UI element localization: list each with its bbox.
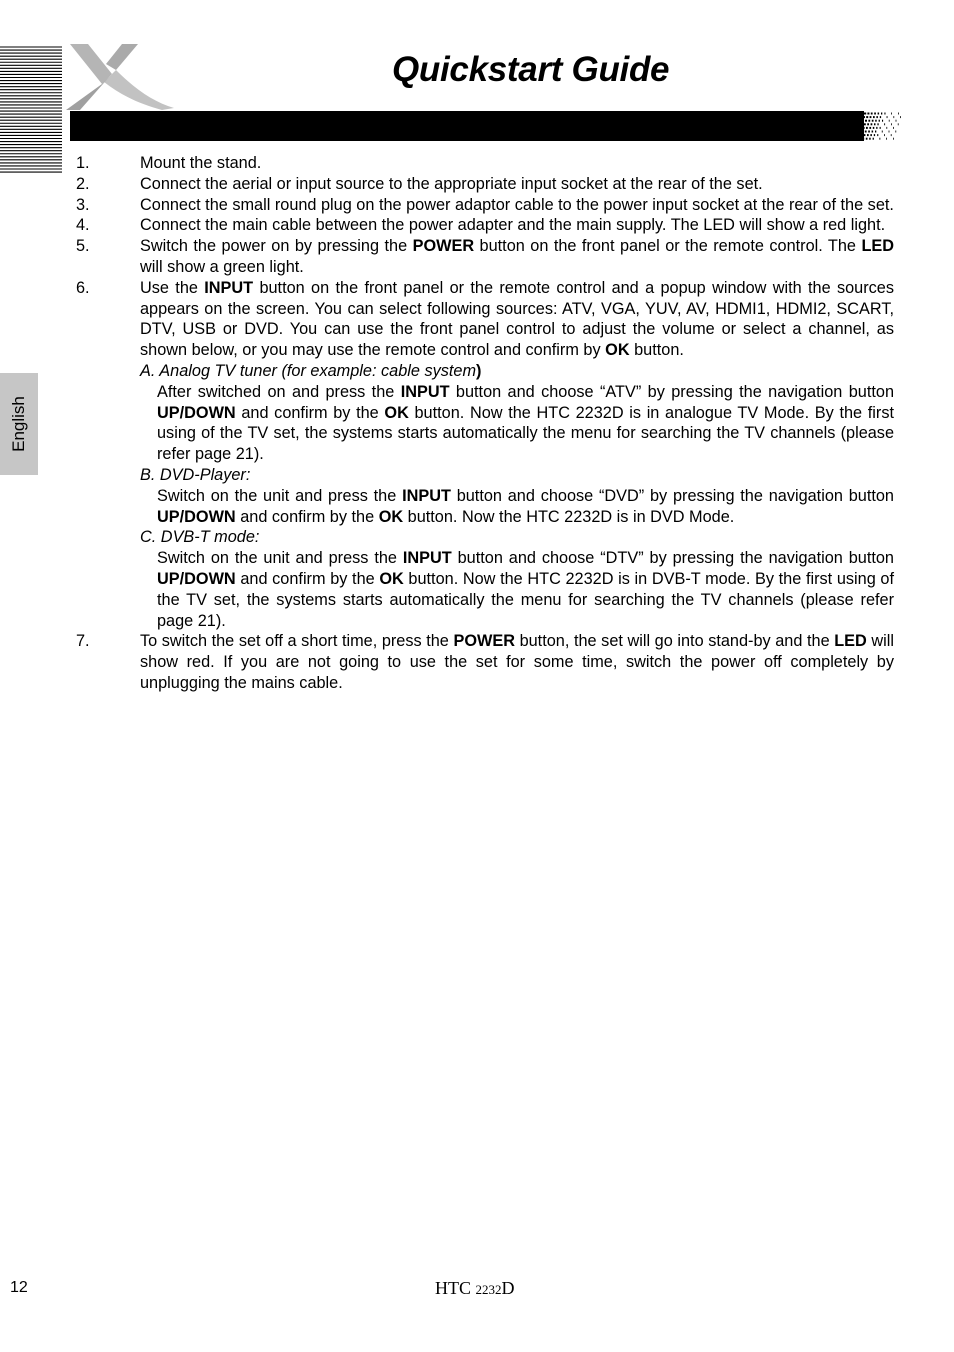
- text-run: Connect the small round plug on the power adaptor cable to the power input socket at the rear of the set.: [140, 195, 894, 214]
- bar-dot: [875, 120, 877, 122]
- page-title: Quickstart Guide: [392, 50, 670, 89]
- step-text: [140, 279, 894, 359]
- text-run: and confirm by the: [235, 403, 385, 422]
- bold-term: OK: [379, 569, 404, 588]
- step-text: [140, 196, 894, 214]
- bold-term: LED: [834, 632, 867, 651]
- source-description: [76, 548, 894, 631]
- bold-term: INPUT: [402, 549, 452, 568]
- bar-dot: [898, 123, 899, 125]
- source-description: [76, 486, 894, 528]
- text-run: button on the front panel or the remote control and a popup window with the sources appears on the screen. You can select following sources: ATV, VGA, YUV, AV, HDMI1, HDMI2, SCART, DTV, USB or DVD. You can use the front panel control to adjust the volume or select a channel, as shown below, or you may use the remote control and confirm by: [140, 278, 894, 360]
- bold-term: UP/DOWN: [157, 507, 236, 526]
- bar-dot: [882, 131, 883, 133]
- bold-term: INPUT: [204, 278, 254, 297]
- bold-term: OK: [384, 403, 409, 422]
- source-heading-text: B. DVD-Player:: [140, 465, 251, 484]
- bar-dot: [874, 113, 876, 115]
- bar-dot: [872, 131, 874, 133]
- bold-term: UP/DOWN: [157, 403, 236, 422]
- source-heading-text: C. DVB-T mode:: [140, 528, 260, 547]
- bold-term: OK: [605, 341, 630, 360]
- bar-dot: [900, 116, 901, 118]
- bar-dot: [874, 134, 875, 136]
- text-run: will show red. If you are not going to use the set for some time, switch the power off completely by unplugging the mains cable.: [140, 632, 894, 692]
- bold-term: UP/DOWN: [157, 569, 236, 588]
- bar-dot: [889, 120, 890, 122]
- text-run: Use the: [140, 278, 205, 297]
- bar-dot: [868, 131, 870, 133]
- step-item: [76, 215, 894, 236]
- edge-stripe-decoration: [0, 46, 62, 174]
- model-number: 2232: [475, 1282, 502, 1297]
- text-run: button. Now the HTC 2232D is in DVB-T mode. By the first using of the TV set, the systems starts automatically the menu for searching the TV channels (please refer page 21).: [157, 569, 894, 630]
- bar-dot: [884, 123, 885, 125]
- text-run: button. Now the HTC 2232D is in DVD Mode.: [403, 507, 735, 526]
- text-run: Connect the aerial or input source to the appropriate input socket at the rear of the set.: [140, 174, 763, 193]
- bar-dot: [893, 116, 894, 118]
- text-run: button and choose “DVD” by pressing the navigation button: [450, 486, 894, 505]
- step-item: [76, 631, 894, 693]
- bar-dot: [870, 116, 872, 118]
- bar-dot: [887, 116, 888, 118]
- bar-dot: [891, 134, 892, 136]
- text-run: After switched on and press the: [157, 382, 401, 401]
- bar-dot: [878, 113, 880, 115]
- step-item: [76, 278, 894, 361]
- text-run: button, the set will go into stand-by and the: [514, 632, 835, 651]
- text-run: button and choose “ATV” by pressing the navigation button: [449, 382, 895, 401]
- source-heading: [76, 465, 894, 486]
- footer-model-name: [435, 1278, 515, 1299]
- bar-dot: [874, 123, 876, 125]
- bar-dot: [880, 127, 881, 129]
- bar-dot: [860, 134, 862, 136]
- model-suffix: D: [501, 1278, 515, 1298]
- text-run: Switch on the unit and press the: [157, 549, 403, 568]
- step-text: [140, 237, 894, 276]
- language-label: English: [9, 396, 28, 452]
- page-number: 12: [10, 1279, 28, 1296]
- text-run: will show a green light.: [140, 257, 304, 276]
- step-item: [76, 174, 894, 195]
- bar-dot: [858, 131, 860, 133]
- bar-dot: [859, 127, 861, 129]
- bar-dot: [889, 131, 890, 133]
- bar-dot: [856, 138, 858, 140]
- bar-dot: [869, 138, 871, 140]
- bar-dot: [879, 120, 880, 122]
- bar-dot: [867, 134, 869, 136]
- bar-dot: [880, 116, 881, 118]
- source-heading: [76, 361, 894, 382]
- bar-dot: [877, 134, 878, 136]
- bar-dot: [866, 138, 868, 140]
- text-run: Mount the stand.: [140, 154, 262, 172]
- bar-dot: [896, 120, 897, 122]
- bar-dot: [863, 116, 865, 118]
- bar-dot: [868, 120, 870, 122]
- step-number: 5.: [76, 237, 90, 256]
- bar-dot: [871, 123, 873, 125]
- bar-dot: [891, 113, 892, 115]
- bar-dot: [886, 127, 887, 129]
- step-number: 1.: [76, 154, 90, 172]
- bar-dot: [870, 134, 872, 136]
- bar-dot: [861, 131, 863, 133]
- bar-dot: [864, 113, 866, 115]
- bar-dot: [884, 134, 885, 136]
- step-number: 7.: [76, 632, 90, 651]
- bar-dot: [898, 113, 899, 115]
- instruction-list: [76, 153, 894, 694]
- text-run: button and choose “DTV” by pressing the navigation button: [451, 549, 894, 568]
- bar-dot: [884, 113, 885, 115]
- step-item: [76, 195, 894, 216]
- bar-dot: [869, 127, 871, 129]
- bar-dot: [860, 123, 862, 125]
- text-run: and confirm by the: [235, 569, 380, 588]
- bar-dot: [879, 138, 880, 140]
- bar-dot: [875, 131, 876, 133]
- bar-dot: [865, 120, 867, 122]
- bar-dot: [862, 138, 864, 140]
- model-prefix: HTC: [435, 1278, 476, 1298]
- bar-dot: [863, 127, 865, 129]
- bar-dot: [864, 134, 866, 136]
- text-run: and confirm by the: [235, 507, 379, 526]
- bar-dot: [891, 123, 892, 125]
- bar-dot: [873, 127, 875, 129]
- source-heading: [76, 527, 894, 548]
- source-heading-end: ): [476, 361, 482, 380]
- bar-dot: [862, 120, 864, 122]
- bold-term: INPUT: [400, 382, 450, 401]
- bold-term: INPUT: [402, 486, 451, 505]
- bar-dot: [867, 113, 869, 115]
- text-run: button. Now the HTC 2232D is in analogue TV Mode. By the first using of the TV set, the systems starts automatically the menu for searching the TV channels (please refer page 21).: [157, 403, 894, 464]
- bar-dot: [857, 134, 859, 136]
- header-bar: [70, 111, 904, 141]
- source-heading-text: A. Analog TV tuner (for example: cable system: [140, 361, 477, 380]
- bar-dot: [872, 120, 874, 122]
- step-item: [76, 236, 894, 278]
- bar-dot: [873, 138, 874, 140]
- bar-dot: [873, 116, 875, 118]
- bar-dot: [866, 127, 868, 129]
- bar-dot: [895, 131, 896, 133]
- bar-dot: [871, 113, 873, 115]
- step-item: [76, 153, 894, 174]
- bar-dot: [886, 138, 887, 140]
- text-run: button.: [629, 341, 684, 360]
- step-text: [140, 216, 885, 234]
- step-number: 6.: [76, 278, 90, 297]
- bar-dot: [893, 138, 894, 140]
- bar-dot: [881, 113, 882, 115]
- bar-dot: [864, 123, 866, 125]
- bar-dot: [867, 123, 869, 125]
- language-tab: [0, 373, 38, 475]
- bold-term: OK: [378, 507, 404, 526]
- bar-dot: [876, 116, 878, 118]
- bold-term: POWER: [453, 632, 515, 651]
- text-run: Connect the main cable between the power adapter and the main supply. The LED will show a red light.: [140, 216, 886, 235]
- step-text: [140, 175, 763, 193]
- bar-dot: [865, 131, 867, 133]
- step-text: [140, 632, 894, 692]
- brand-logo-x: [66, 42, 176, 112]
- bar-dot: [877, 123, 878, 125]
- text-run: Switch on the unit and press the: [157, 486, 403, 505]
- step-text: [140, 154, 261, 172]
- step-number: 4.: [76, 216, 90, 235]
- bar-dot: [859, 138, 861, 140]
- bold-term: POWER: [412, 237, 475, 256]
- bold-term: LED: [861, 237, 894, 256]
- text-run: Switch the power on by pressing the: [140, 237, 413, 256]
- bar-dot: [893, 127, 894, 129]
- bar-dot: [882, 120, 883, 122]
- source-description: [76, 382, 894, 465]
- text-run: To switch the set off a short time, press the: [140, 632, 454, 651]
- bar-dot: [876, 127, 877, 129]
- step-number: 2.: [76, 174, 90, 193]
- bar-dot: [866, 116, 868, 118]
- text-run: button on the front panel or the remote control. The: [474, 237, 862, 256]
- step-number: 3.: [76, 195, 90, 214]
